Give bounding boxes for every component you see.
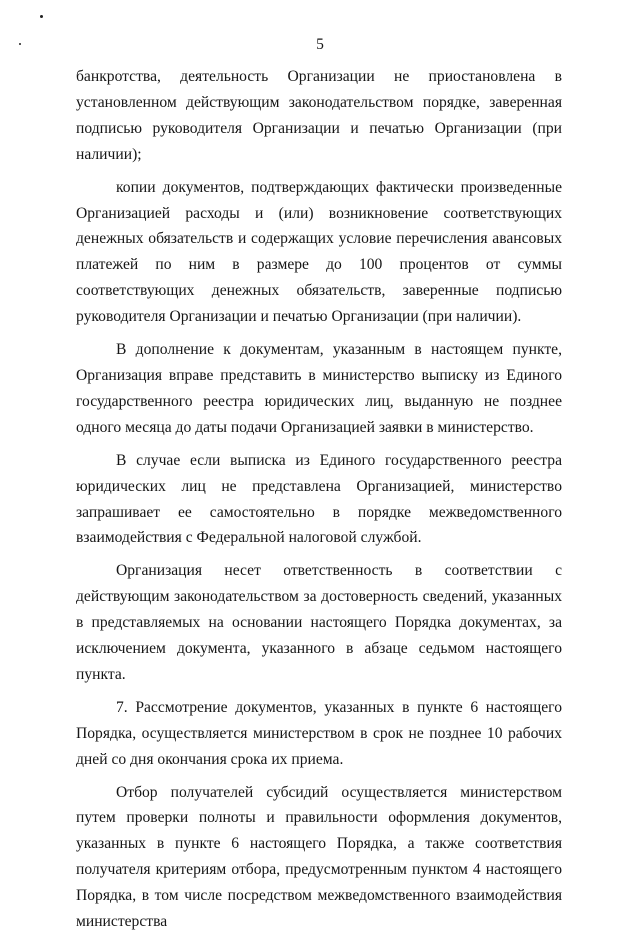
paragraph-recipient-selection: Отбор получателей субсидий осуществляется министерством путем проверки полноты и правильности оформления документов, указанных в пункте 6 настоящего Порядка, а также соответствия получателя критериям отбора, предусмотренным пунктом 4 настоящего Порядка, в том числе посредством межведомственного взаимодействия министерства — [76, 783, 562, 931]
scan-speck — [40, 15, 43, 18]
paragraph-expense-documents: копии документов, подтверждающих фактически произведенные Организацией расходы и (или) возникновение соответствующих денежных обязательств и содержащих условие перечисления авансовых платежей по ним в размере до 100 процентов от суммы соответствующих денежных обязательств, заверенные подписью руководителя Организации и печатью Организации (при наличии). — [76, 178, 562, 326]
paragraph-interagency-request: В случае если выписка из Единого государственного реестра юридических лиц не представлена Организацией, министерство запрашивает ее самостоятельно в порядке межведомственного взаимодействия с Федеральной налоговой службой. — [76, 451, 562, 547]
paragraph-responsibility: Организация несет ответственность в соответствии с действующим законодательством за достоверность сведений, указанных в представляемых на основании настоящего Порядка документах, за исключением документа, указанного в абзаце седьмом настоящего пункта. — [76, 562, 562, 683]
document-body — [76, 64, 562, 935]
paragraph-egrul-extract: В дополнение к документам, указанным в настоящем пункте, Организация вправе представить в министерство выписку из Единого государственного реестра юридических лиц, выданную не позднее одного месяца до даты подачи Организацией заявки в министерство. — [76, 341, 562, 436]
paragraph-continuation: банкротства, деятельность Организации не приостановлена в установленном действующим законодательством порядке, заверенная подписью руководителя Организации и печатью Организации (при наличии); — [76, 68, 562, 163]
page-number: 5 — [316, 36, 324, 53]
paragraph-item-7: 7. Рассмотрение документов, указанных в пункте 6 настоящего Порядка, осуществляется министерством в срок не позднее 10 рабочих дней со дня окончания срока их приема. — [76, 698, 562, 768]
